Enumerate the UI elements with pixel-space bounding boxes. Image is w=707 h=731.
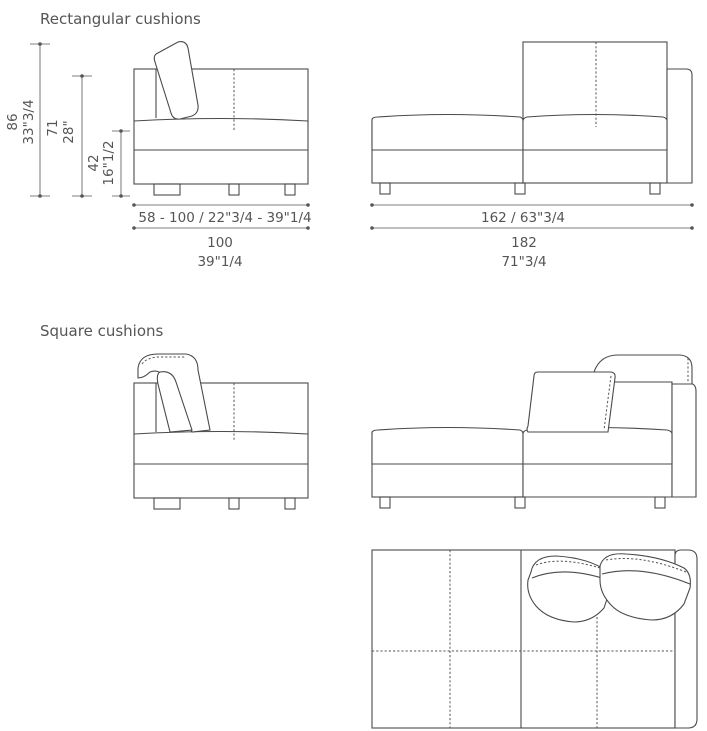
width-dimension-182 (370, 226, 694, 270)
width-inner-label: 162 / 63"3/4 (480, 210, 566, 226)
side-view-rectangular (134, 42, 308, 195)
front-view-rectangular (372, 42, 692, 194)
height-86-in-label: 33"3/4 (21, 99, 37, 145)
back-cushion-square (527, 372, 615, 432)
height-42-cm-label: 42 (86, 154, 102, 172)
feet (154, 184, 295, 195)
depth-range-label: 58 - 100 / 22"3/4 - 39"1/4 (138, 210, 312, 226)
height-dimension-71 (45, 74, 92, 198)
depth-dimension-range (132, 203, 311, 226)
height-71-in-label: 28" (61, 120, 77, 144)
depth-dimension-100 (132, 226, 310, 270)
width-in-label: 71"3/4 (501, 254, 547, 270)
feet (380, 497, 665, 508)
height-dimension-42 (86, 129, 130, 198)
feet (154, 498, 295, 509)
depth-in-label: 39"1/4 (197, 254, 243, 270)
depth-cm-label: 100 (207, 235, 233, 251)
feet (380, 183, 660, 194)
side-view-square (134, 354, 308, 509)
rectangular-cushions-title: Rectangular cushions (40, 10, 201, 28)
square-cushions-title: Square cushions (40, 322, 164, 340)
width-dimension-162 (370, 203, 694, 226)
height-86-cm-label: 86 (5, 113, 21, 131)
top-view (372, 550, 697, 728)
height-71-cm-label: 71 (45, 119, 61, 137)
front-view-square (372, 355, 696, 508)
width-cm-label: 182 (511, 235, 537, 251)
height-42-in-label: 16"1/2 (101, 140, 117, 186)
height-dimension-86 (5, 42, 50, 198)
